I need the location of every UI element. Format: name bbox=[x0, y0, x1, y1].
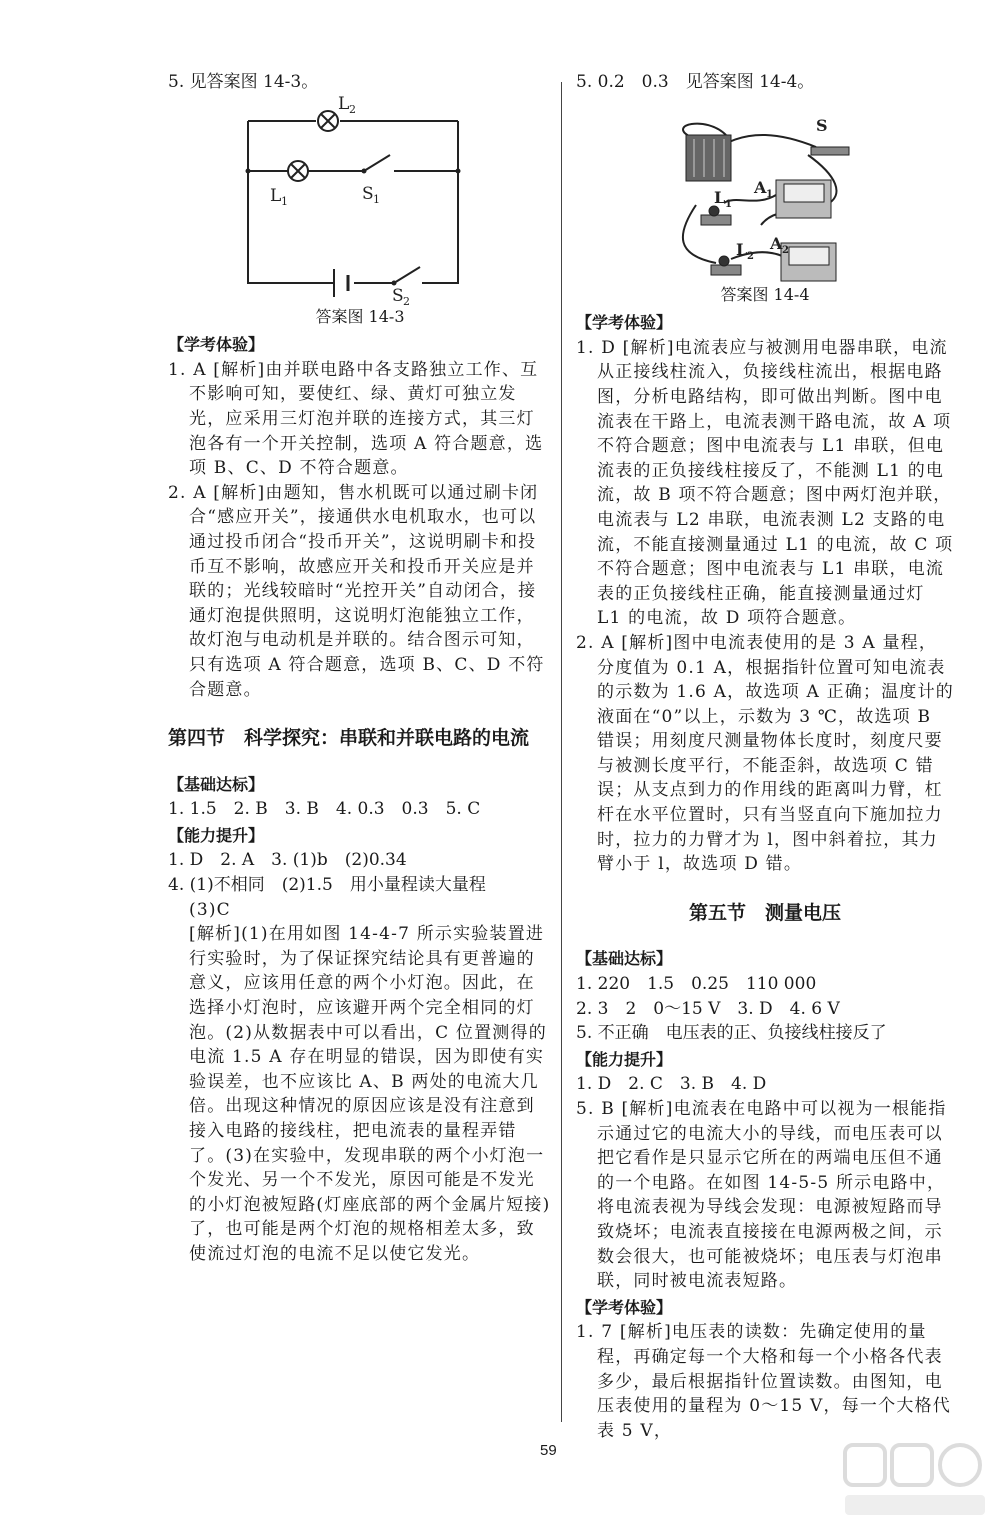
ability-answer-4a: 4. (1)不相同 (2)1.5 用小量程读大量程 bbox=[168, 875, 486, 896]
ability-answer-4b: (3)C bbox=[189, 899, 231, 920]
label-l1-right: L bbox=[714, 187, 726, 207]
heading-exam-experience: 【学考体验】 bbox=[168, 335, 265, 355]
ability-answers-right: 1. D 2. C 3. B 4. D bbox=[576, 1074, 767, 1095]
label-l2-right: L bbox=[736, 239, 748, 259]
section-4-title: 第四节 科学探究：串联和并联电路的电流 bbox=[168, 727, 530, 750]
left-column bbox=[168, 70, 552, 1267]
heading-basic-right: 【基础达标】 bbox=[576, 949, 673, 969]
label-a2-sub: 2 bbox=[782, 244, 789, 256]
right-column bbox=[576, 70, 954, 1443]
figure-caption-14-4: 答案图 14-4 bbox=[720, 284, 810, 304]
exam-item-2-right: 2. A [解析]图中电流表使用的是 3 A 量程，分度值为 0.1 A，根据指针位置可知电流表的示数为 1.6 A，故选项 A 正确；温度计的液面在“0”以上，示数为 3 ℃，故选项 B 错误；用刻度尺测量物体长度时，刻度尺要与被测长度平行，不能歪斜，故选项 C 错误；从支点到力的作用线的距离叫力臂，杠杆在水平位置时，只有当竖直向下施加拉力时，拉力的力臂才为 l，图中斜着拉，其力臂小于 l，故选项 D 错。 bbox=[576, 632, 955, 875]
label-l1: L bbox=[270, 185, 282, 206]
circuit-diagram-14-3 bbox=[168, 95, 552, 305]
label-s2-sub: 2 bbox=[403, 294, 410, 305]
watermark-logo bbox=[840, 1440, 990, 1520]
page-number: 59 bbox=[540, 1442, 557, 1459]
basic-line-2: 2. 3 2 0～15 V 3. D 4. 6 V bbox=[576, 998, 840, 1019]
heading-exam-experience-right: 【学考体验】 bbox=[576, 313, 673, 333]
label-a2: A bbox=[770, 233, 783, 253]
basic-line-3: 5. 不正确 电压表的正、负接线柱接反了 bbox=[576, 1023, 887, 1044]
label-s1-sub: 1 bbox=[373, 192, 380, 206]
basic-answers: 1. 1.5 2. B 3. B 4. 0.3 0.3 5. C bbox=[168, 799, 481, 820]
ability-answers-1: 1. D 2. A 3. (1)b (2)0.34 bbox=[168, 850, 407, 871]
circuit-photo-14-4 bbox=[576, 95, 954, 283]
label-l2-right-sub: 2 bbox=[747, 250, 754, 262]
label-a1: A bbox=[754, 177, 767, 197]
label-a1-sub: 1 bbox=[766, 188, 773, 200]
basic-line-1: 1. 220 1.5 0.25 110 000 bbox=[576, 974, 817, 995]
heading-basic: 【基础达标】 bbox=[168, 774, 265, 794]
column-divider bbox=[561, 82, 562, 1422]
label-s: S bbox=[816, 115, 828, 135]
section-5-title: 第五节 测量电压 bbox=[688, 901, 841, 924]
ability-item-5: 5. B [解析]电流表在电路中可以视为一根能指示通过它的电流大小的导线，而电压表可以把它看作是只显示它所在的两端电压但不通的一个电路。在如图 14-5-5 所示电路中，将电流表视为导线会发现：电源被短路而导致烧坏；电流表直接接在电源两极之间，示数会很大，也可能被烧坏；电压表与灯泡串联，同时被电流表短路。 bbox=[576, 1099, 947, 1292]
ability-analysis: [解析](1)在用如图 14-4-7 所示实验装置进行实验时，为了保证探究结论具有更普遍的意义，应该用任意的两个小灯泡。因此，在选择小灯泡时，应该避开两个完全相同的灯泡。(2)从数据表中可以看出，C 位置测得的电流 1.5 A 存在明显的错误，因为即使有实验误差，也不应该比 A、B 两处的电流大几倍。出现这种情况的原因应该是没有注意到接入电路的接线柱，把电流表的量程弄错了。(3)在实验中，发现串联的两个小灯泡一个发光、另一个不发光，原因可能是不发光的小灯泡被短路(灯座底部的两个金属片短接)了，也可能是两个灯泡的规格相差太多，致使流过灯泡的电流不足以使它发光。 bbox=[189, 924, 551, 1264]
heading-ability-right: 【能力提升】 bbox=[576, 1049, 673, 1069]
label-l1-right-sub: 1 bbox=[725, 198, 732, 210]
exam-item-1: 1. A [解析]由并联电路中各支路独立工作、互不影响可知，要使红、绿、黄灯可独立发光，应采用三灯泡并联的连接方式，其三灯泡各有一个开关控制，选项 A 符合题意，选项 B、C、D 不符合题意。 bbox=[168, 359, 544, 479]
exam2-item-1: 1. 7 [解析]电压表的读数：先确定使用的量程，再确定每一个大格和每一个小格各代表多少，最后根据指针位置读数。由图知，电压表使用的量程为 0～15 V，每一个大格代表 5 V， bbox=[576, 1322, 951, 1441]
figure-caption-14-3: 答案图 14-3 bbox=[315, 306, 405, 326]
exam-item-2: 2. A [解析]由题知，售水机既可以通过刷卡闭合“感应开关”，接通供水电机取水，也可以通过投币闭合“投币开关”，这说明刷卡和投币互不影响，故感应开关和投币开关应是并联的；光线较暗时“光控开关”自动闭合，接通灯泡提供照明，这说明灯泡能独立工作，故灯泡与电动机是并联的。结合图示可知，只有选项 A 符合题意，选项 B、C、D 不符合题意。 bbox=[168, 482, 545, 700]
heading-exam-experience-right-2: 【学考体验】 bbox=[576, 1297, 673, 1317]
exam-item-1-right: 1. D [解析]电流表应与被测用电器串联，电流从正接线柱流入，负接线柱流出，根据电路图，分析电路结构，即可做出判断。图中电流表在干路上，电流表测干路电流，故 A 项不符合题意；图中电流表与 L1 串联，但电流表的正负接线柱接反了，不能测 L1 的电流，故 B 项不符合题意；图中两灯泡并联，电流表与 L2 串联，电流表测 L2 支路的电流，不能直接测量通过 L1 的电流，故 C 项不符合题意；图中电流表与 L1 串联，电流表的正负接线柱正确，能直接测量通过灯 L1 的电流，故 D 项符合题意。 bbox=[576, 337, 954, 629]
label-s1: S bbox=[362, 183, 374, 204]
label-l2: L bbox=[338, 94, 350, 114]
label-l2-sub: 2 bbox=[349, 102, 356, 116]
answer-5-right: 5. 0.2 0.3 见答案图 14-4。 bbox=[576, 72, 815, 92]
label-s2: S bbox=[392, 285, 404, 305]
answer-5: 5. 见答案图 14-3。 bbox=[168, 72, 319, 92]
label-l1-sub: 1 bbox=[281, 194, 288, 208]
heading-ability: 【能力提升】 bbox=[168, 825, 265, 845]
